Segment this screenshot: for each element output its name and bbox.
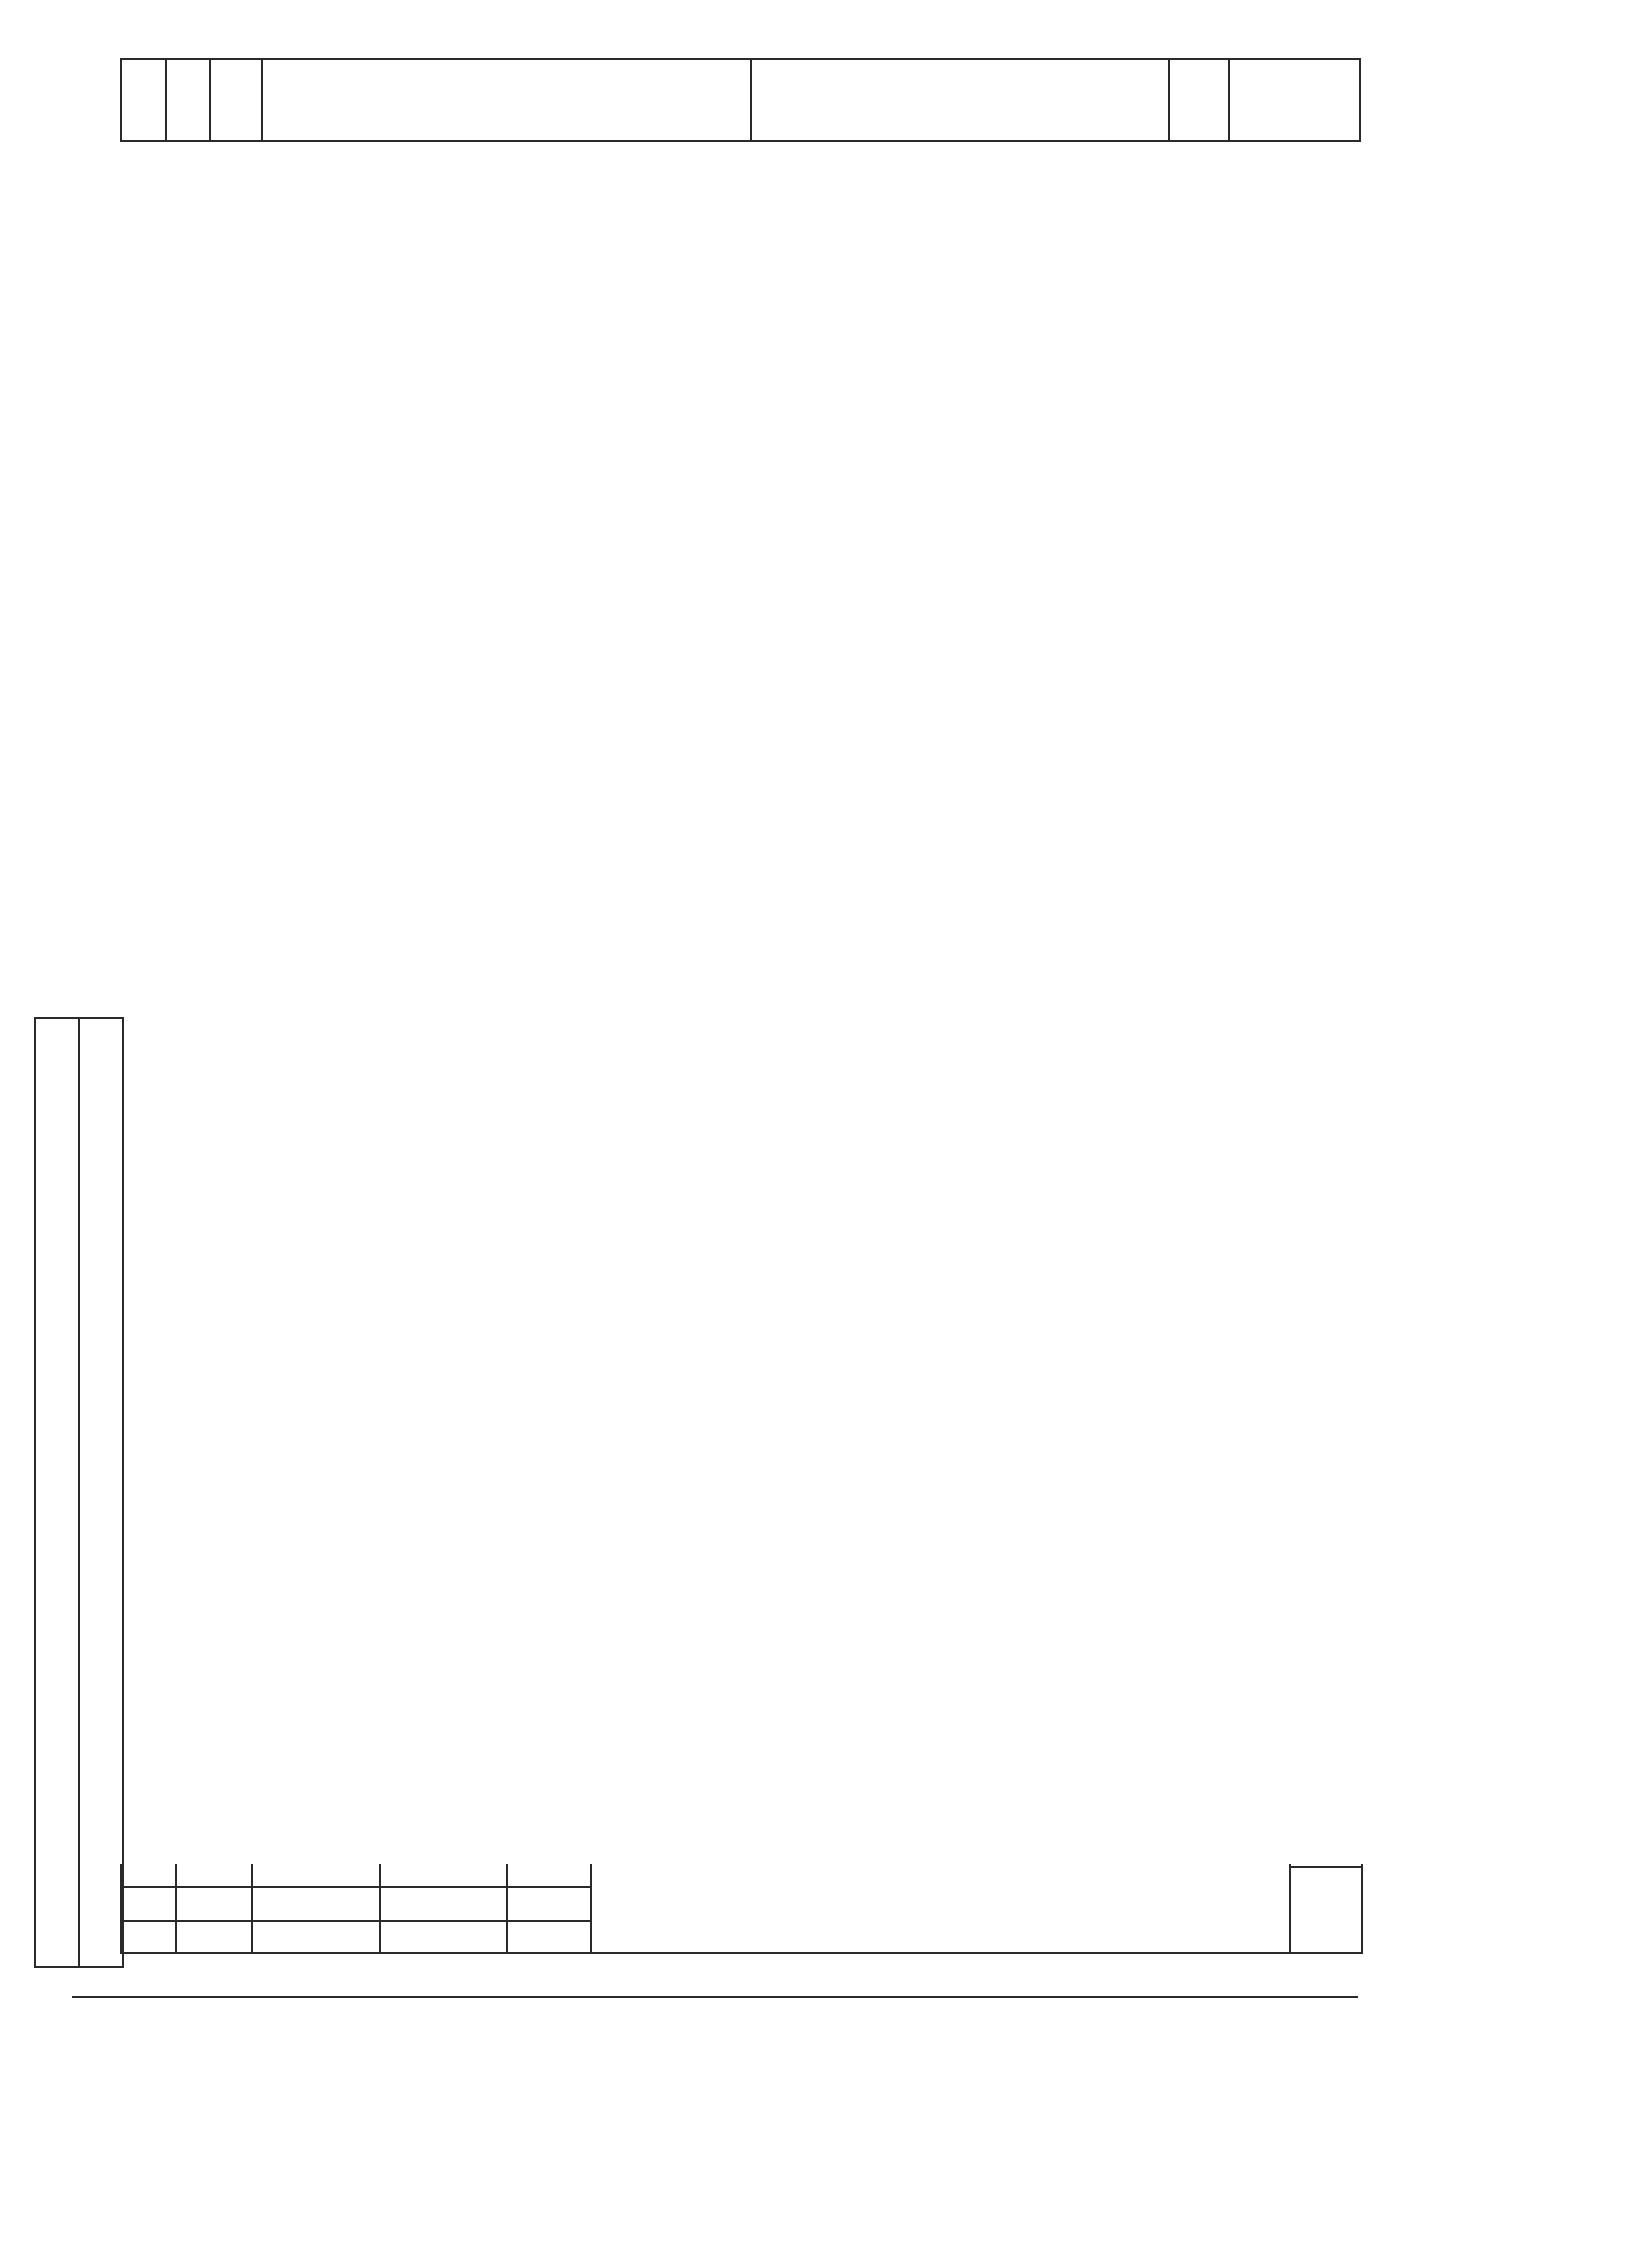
revision-grid-divider xyxy=(175,1864,177,1952)
binding-blank-column xyxy=(78,1019,124,1966)
specification-table xyxy=(120,58,1361,142)
header-position xyxy=(210,59,262,141)
revision-grid-line xyxy=(122,1920,590,1922)
header-designation xyxy=(262,59,751,141)
header-name xyxy=(751,59,1169,141)
sheet-label xyxy=(1291,1866,1361,1868)
sheet-box xyxy=(1289,1864,1361,1952)
title-block xyxy=(120,1864,1363,1954)
header-note xyxy=(1229,59,1360,141)
header-quantity xyxy=(1169,59,1229,141)
header-format xyxy=(121,59,166,141)
revision-grid-divider xyxy=(379,1864,381,1952)
footer-line xyxy=(72,1996,1358,1998)
header-zone xyxy=(166,59,210,141)
revision-grid-divider xyxy=(506,1864,508,1952)
table-header-row xyxy=(121,59,1360,141)
binding-strip xyxy=(34,1017,124,1968)
revision-grid-line xyxy=(122,1886,590,1888)
revision-grid xyxy=(122,1864,592,1952)
revision-grid-divider xyxy=(251,1864,253,1952)
